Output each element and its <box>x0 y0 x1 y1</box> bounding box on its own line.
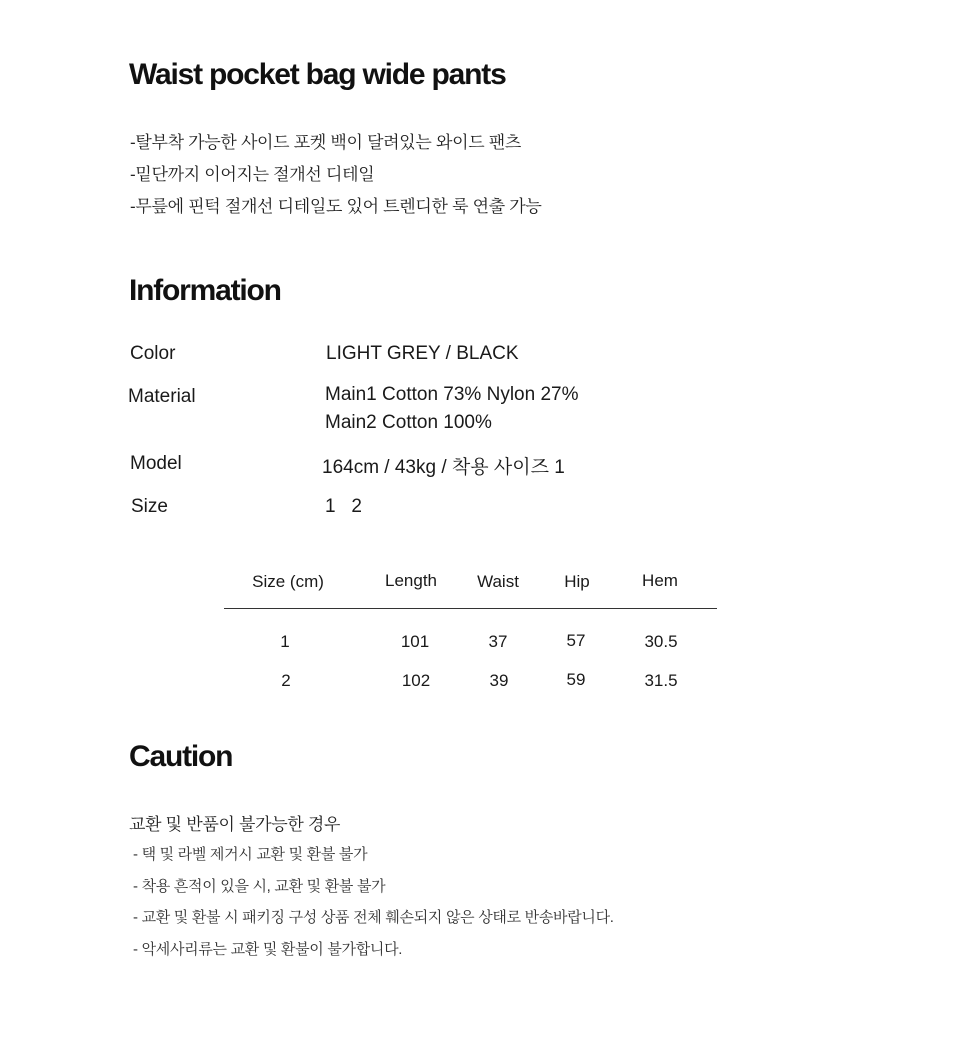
material-main2: Main2 Cotton 100% <box>325 412 492 433</box>
size-value: 1 2 <box>325 496 362 517</box>
table-cell: 30.5 <box>644 632 678 651</box>
caution-item-4: - 악세사리류는 교환 및 환불이 불가합니다. <box>133 941 403 958</box>
table-cell: 101 <box>400 632 430 651</box>
table-cell: 39 <box>489 671 509 690</box>
table-header-waist: Waist <box>477 572 519 591</box>
size-label: Size <box>131 496 168 517</box>
caution-item-2: - 착용 흔적이 있을 시, 교환 및 환불 불가 <box>133 878 386 895</box>
table-cell: 37 <box>488 632 508 651</box>
table-cell: 31.5 <box>644 671 678 690</box>
caution-item-1: - 택 및 라벨 제거시 교환 및 환불 불가 <box>133 846 368 863</box>
material-label: Material <box>128 386 196 407</box>
caution-item-3: - 교환 및 환불 시 패키징 구성 상품 전체 훼손되지 않은 상태로 반송바랍니다. <box>133 909 614 926</box>
model-label: Model <box>130 453 182 474</box>
table-cell: 102 <box>401 671 431 690</box>
information-heading: Information <box>129 274 281 307</box>
caution-subheading: 교환 및 반품이 불가능한 경우 <box>129 815 341 834</box>
caution-heading: Caution <box>129 740 233 773</box>
detail-line-2: -밑단까지 이어지는 절개선 디테일 <box>130 165 375 184</box>
color-value: LIGHT GREY / BLACK <box>326 343 519 364</box>
detail-line-1: -탈부착 가능한 사이드 포켓 백이 달려있는 와이드 팬츠 <box>130 133 522 152</box>
table-divider <box>224 608 717 609</box>
table-cell: 57 <box>566 631 586 650</box>
model-value: 164cm / 43kg / 착용 사이즈 1 <box>322 457 565 478</box>
table-header-size: Size (cm) <box>252 572 324 591</box>
table-cell: 2 <box>281 671 291 690</box>
table-cell: 1 <box>280 632 290 651</box>
detail-line-3: -무릎에 핀턱 절개선 디테일도 있어 트렌디한 룩 연출 가능 <box>130 197 542 216</box>
table-header-hem: Hem <box>642 571 678 590</box>
product-title: Waist pocket bag wide pants <box>129 58 506 91</box>
table-header-hip: Hip <box>564 572 590 591</box>
material-main1: Main1 Cotton 73% Nylon 27% <box>325 384 579 405</box>
table-cell: 59 <box>566 670 586 689</box>
table-header-length: Length <box>385 571 437 590</box>
color-label: Color <box>130 343 176 364</box>
